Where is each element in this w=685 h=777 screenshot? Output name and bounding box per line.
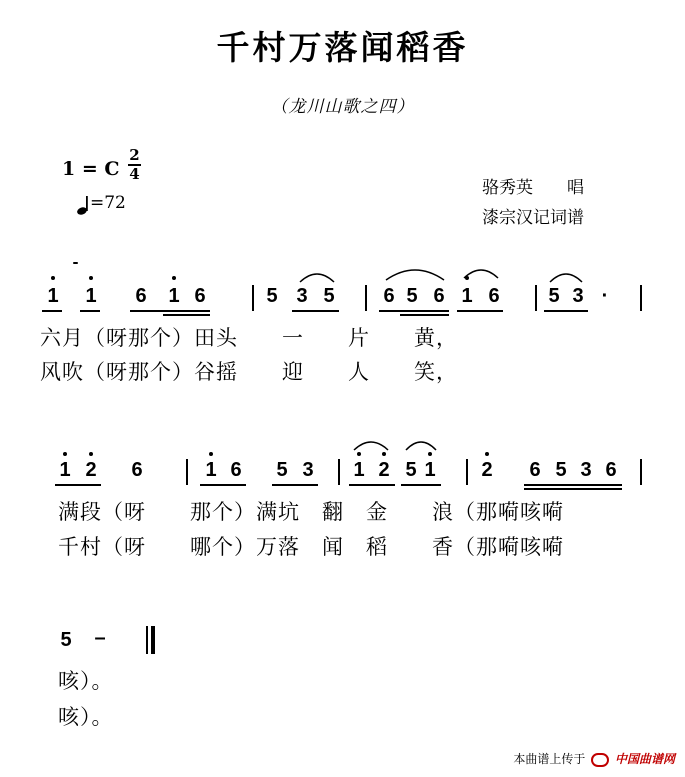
note: 1 xyxy=(168,285,180,307)
slur xyxy=(404,438,438,452)
high-octave-dot xyxy=(172,276,176,280)
sixteenth-underline xyxy=(163,314,210,316)
slur xyxy=(462,266,500,280)
note: 5 xyxy=(555,459,567,481)
high-octave-dot xyxy=(485,452,489,456)
slur xyxy=(384,266,446,282)
high-octave-dot xyxy=(63,452,67,456)
note: 3 xyxy=(302,459,314,481)
note: 2 xyxy=(481,459,493,481)
barline xyxy=(365,285,367,311)
eighth-underline xyxy=(272,484,318,486)
footer-text: 本曲谱上传于 xyxy=(513,752,586,766)
time-signature-top: 2 xyxy=(129,146,140,164)
lyrics-verse-2: 千村（呀 哪个）万落 闻 稻 香（那嗬咳嗬 xyxy=(58,535,564,559)
eighth-underline xyxy=(200,484,246,486)
note: 6 xyxy=(488,285,500,307)
note: 5 xyxy=(548,285,560,307)
barline xyxy=(252,285,254,311)
time-signature xyxy=(128,147,141,183)
final-barline-thick xyxy=(151,626,155,654)
staff-mark xyxy=(73,262,78,264)
barline xyxy=(338,459,340,485)
eighth-underline xyxy=(379,310,449,312)
eighth-underline xyxy=(457,310,503,312)
high-octave-dot xyxy=(51,276,55,280)
high-octave-dot xyxy=(382,452,386,456)
key-signature: 1 = C xyxy=(62,158,120,180)
slur xyxy=(548,270,584,284)
note: 5 xyxy=(60,629,72,651)
note: 6 xyxy=(230,459,242,481)
lyrics-verse-2: 风吹（呀那个）谷摇 迎 人 笑， xyxy=(40,360,458,384)
barline xyxy=(466,459,468,485)
time-signature-bottom: 4 xyxy=(129,165,140,183)
lyrics-verse-2: 咳）。 xyxy=(58,705,114,729)
note: 1 xyxy=(59,459,71,481)
source-footer xyxy=(513,750,675,767)
note: 6 xyxy=(131,459,143,481)
high-octave-dot xyxy=(209,452,213,456)
note: 6 xyxy=(194,285,206,307)
note: 5 xyxy=(406,285,418,307)
note: 5 xyxy=(266,285,278,307)
note: 1 xyxy=(85,285,97,307)
tempo-marking: =72 xyxy=(90,193,126,213)
note: 1 xyxy=(47,285,59,307)
note: 6 xyxy=(135,285,147,307)
eighth-underline xyxy=(80,310,100,312)
note: 3 xyxy=(296,285,308,307)
slur xyxy=(352,438,390,452)
note: 1 xyxy=(205,459,217,481)
eighth-underline xyxy=(292,310,339,312)
dotted-note: · xyxy=(601,285,609,307)
barline xyxy=(640,285,642,311)
eighth-underline xyxy=(42,310,62,312)
note: 5 xyxy=(276,459,288,481)
song-subtitle: （龙川山歌之四） xyxy=(270,97,415,117)
note: 5 xyxy=(405,459,417,481)
transcriber-credit: 漆宗汉记词谱 xyxy=(482,208,584,228)
note: 1 xyxy=(461,285,473,307)
final-barline-thin xyxy=(146,626,148,654)
quarter-note-icon xyxy=(76,194,90,216)
note: 6 xyxy=(605,459,617,481)
barline xyxy=(535,285,537,311)
high-octave-dot xyxy=(89,452,93,456)
eighth-underline xyxy=(524,484,622,486)
barline xyxy=(640,459,642,485)
note: 2 xyxy=(85,459,97,481)
eighth-underline xyxy=(401,484,441,486)
singer-credit: 骆秀英 唱 xyxy=(482,178,584,198)
lyrics-verse-1: 六月（呀那个）田头 一 片 黄， xyxy=(40,326,458,350)
sixteenth-underline xyxy=(400,314,449,316)
eighth-underline xyxy=(544,310,588,312)
note: 1 xyxy=(353,459,365,481)
lyrics-verse-1: 满段（呀 那个）满坑 翻 金 浪（那嗬咳嗬 xyxy=(58,500,564,524)
note: 6 xyxy=(433,285,445,307)
site-logo[interactable]: 中国曲谱网 xyxy=(614,752,675,766)
song-title: 千村万落闻稻香 xyxy=(216,28,469,67)
sixteenth-underline xyxy=(524,488,622,490)
note: 2 xyxy=(378,459,390,481)
note: 3 xyxy=(580,459,592,481)
eighth-underline xyxy=(130,310,210,312)
high-octave-dot xyxy=(428,452,432,456)
high-octave-dot xyxy=(357,452,361,456)
slur xyxy=(298,270,336,284)
note: 5 xyxy=(323,285,335,307)
note: 6 xyxy=(383,285,395,307)
note: 1 xyxy=(424,459,436,481)
lyrics-verse-1: 咳）。 xyxy=(58,669,114,693)
note: 6 xyxy=(529,459,541,481)
high-octave-dot xyxy=(89,276,93,280)
site-logo-icon xyxy=(591,753,609,767)
note: 3 xyxy=(572,285,584,307)
eighth-underline xyxy=(349,484,395,486)
dash-extension: – xyxy=(94,627,106,649)
eighth-underline xyxy=(55,484,101,486)
barline xyxy=(186,459,188,485)
